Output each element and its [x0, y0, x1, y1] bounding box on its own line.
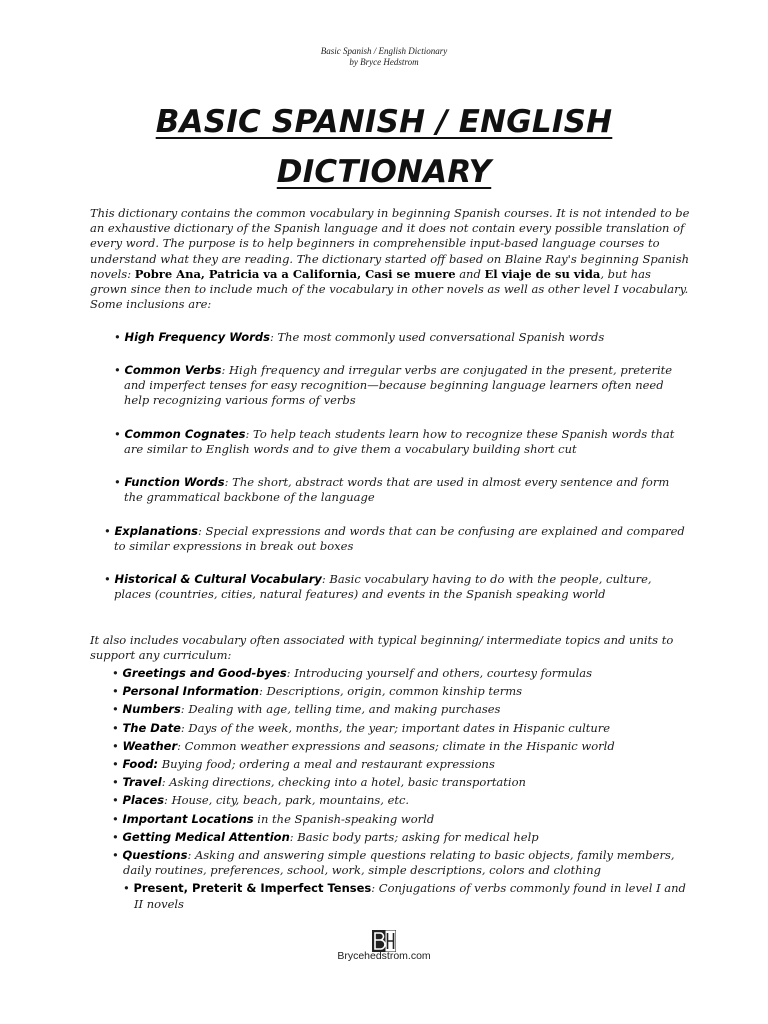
feature-desc: : The most commonly used conversational Spanish words	[269, 330, 605, 344]
topic-term: Travel	[122, 775, 162, 790]
bullet-icon: •	[112, 757, 123, 772]
topic-desc: : Introducing yourself and others, courtesy formulas	[286, 666, 593, 680]
topic-term: Questions	[122, 848, 188, 863]
topic-desc: : Days of the week, months, the year; important dates in Hispanic culture	[180, 720, 611, 735]
bullet-icon: •	[112, 720, 123, 735]
topic-item	[112, 757, 692, 772]
topic-term: Personal Information	[122, 684, 259, 699]
feature-term: Historical & Cultural Vocabulary	[114, 572, 322, 586]
topic-desc: : Descriptions, origin, common kinship terms	[259, 684, 523, 699]
title-line-1: BASIC SPANISH / ENGLISH	[155, 104, 613, 140]
bullet-icon: •	[114, 475, 125, 489]
bullet-icon: •	[114, 363, 125, 377]
feature-item	[100, 330, 690, 363]
header-title: Basic Spanish / English Dictionary	[320, 46, 448, 56]
bullet-icon: •	[112, 793, 123, 808]
topic-desc: : Common weather expressions and seasons; climate in the Hispanic world	[177, 738, 615, 753]
topics-list	[112, 666, 692, 915]
topic-desc: : Asking directions, checking into a hotel, basic transportation	[161, 775, 526, 790]
feature-item	[100, 572, 690, 612]
feature-term: Common Cognates	[124, 427, 246, 441]
bullet-icon: •	[112, 848, 123, 863]
topic-term: Important Locations	[122, 811, 254, 826]
bullet-icon: •	[112, 738, 123, 753]
topic-term: Places	[122, 793, 165, 808]
topic-desc: : Basic body parts; asking for medical help	[289, 829, 539, 844]
feature-term: Common Verbs	[124, 363, 222, 377]
bullet-icon: •	[123, 881, 134, 896]
intro-text-2: , but has grown since then to include much of the vocabulary in other novels as well as other level I vocabulary. Some inclusions are:	[90, 266, 689, 312]
intro-text-1: This dictionary contains the common vocabulary in beginning Spanish courses. It is not intended to be an exhaustive dictionary of the Spanish language and it does not contain every possible translation of every word. The purpose is to help beginners in comprehensible input-based language courses to understand what they are reading. The dictionary started off based on Blaine Ray's beginning Spanish novels:	[90, 206, 690, 281]
intro-book-last: El viaje de su vida	[484, 266, 601, 281]
topic-item	[112, 721, 692, 736]
header-author: by Bryce Hedstrom	[349, 57, 419, 67]
topic-term: Weather	[122, 738, 178, 753]
topic-desc: : Conjugations of verbs commonly found in level I and II novels	[134, 881, 686, 911]
feature-desc: : To help teach students learn how to recognize these Spanish words that are similar to English words and to give them a vocabulary building short cut	[124, 427, 675, 457]
bh-logo-icon	[372, 930, 396, 952]
bullet-icon: •	[114, 330, 125, 344]
feature-term: Function Words	[124, 475, 225, 489]
topic-term: Greetings and Good-byes	[122, 666, 287, 680]
bullet-icon: •	[112, 702, 123, 717]
topic-item	[112, 775, 692, 790]
topic-term: Getting Medical Attention	[122, 829, 290, 844]
footer-website: Brycehedstrom.com	[337, 950, 431, 962]
topic-item	[112, 830, 692, 845]
feature-desc: : Basic vocabulary having to do with the people, culture, places (countries, cities, natural features) and events in the Spanish speaking world	[114, 572, 652, 602]
feature-item	[100, 427, 690, 475]
topic-desc: : House, city, beach, park, mountains, etc.	[164, 793, 410, 808]
topic-item	[112, 702, 692, 717]
feature-desc: : The short, abstract words that are used in almost every sentence and form the grammatical backbone of the language	[124, 475, 670, 505]
features-list	[100, 330, 690, 612]
page-title	[0, 97, 768, 197]
feature-desc: : Special expressions and words that can be confusing are explained and compared to similar expressions in break out boxes	[114, 524, 685, 554]
bullet-icon: •	[112, 775, 123, 790]
topic-item	[112, 666, 692, 681]
topic-desc: Buying food; ordering a meal and restaurant expressions	[158, 757, 495, 772]
bullet-icon: •	[112, 829, 123, 844]
bullet-icon: •	[114, 427, 125, 441]
feature-item	[100, 475, 690, 524]
topic-term: Numbers	[122, 702, 181, 717]
feature-desc: : High frequency and irregular verbs are conjugated in the present, preterite and imperfect tenses for easy recognition—because beginning language learners often need help recognizing various forms of verbs	[124, 363, 673, 408]
feature-item	[100, 363, 690, 427]
bullet-icon: •	[112, 811, 123, 826]
topic-term: Food:	[122, 757, 159, 772]
feature-term: Explanations	[114, 524, 198, 538]
topic-desc: : Asking and answering simple questions relating to basic objects, family members, daily routines, preferences, school, work, simple descriptions, colors and clothing	[123, 848, 675, 878]
topic-item	[112, 684, 692, 699]
bullet-icon: •	[112, 684, 123, 699]
running-header	[0, 46, 768, 68]
bullet-icon: •	[104, 572, 115, 586]
topic-item	[112, 793, 692, 808]
feature-item	[100, 524, 690, 572]
intro-book-list: Pobre Ana, Patricia va a California, Casi se muere	[134, 266, 456, 281]
intro-and: and	[455, 266, 485, 281]
feature-term: High Frequency Words	[124, 330, 270, 344]
bullet-icon: •	[112, 666, 123, 680]
topic-item	[109, 881, 692, 911]
topic-item	[112, 848, 692, 878]
intro-paragraph	[90, 206, 690, 312]
topic-item	[112, 739, 692, 754]
title-line-2: DICTIONARY	[276, 154, 492, 190]
topic-desc: in the Spanish-speaking world	[253, 811, 435, 826]
topic-desc: : Dealing with age, telling time, and making purchases	[180, 702, 501, 717]
topic-term: The Date	[122, 720, 181, 735]
topics-intro: It also includes vocabulary often associated with typical beginning/ intermediate topics and units to support any curriculum:	[90, 633, 674, 663]
bullet-icon: •	[104, 524, 115, 538]
topic-term: Present, Preterit & Imperfect Tenses	[133, 881, 372, 896]
topic-item	[112, 812, 692, 827]
